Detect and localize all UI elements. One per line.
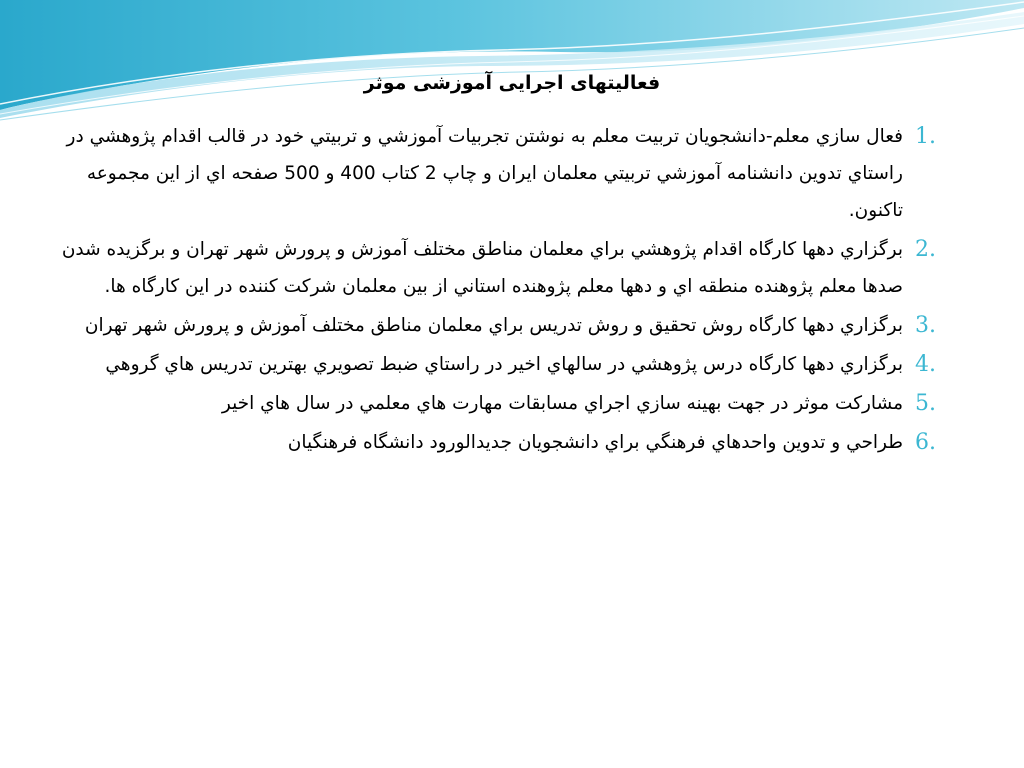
list-item-number: 5. — [915, 391, 936, 416]
activity-list — [60, 118, 965, 463]
list-item-number: 6. — [915, 430, 936, 455]
list-item-text: برگزاري دهها كارگاه اقدام پژوهشي براي معلمان مناطق مختلف آموزش و پرورش شهر تهران و برگزيده شدن صدها معلم پژوهنده منطقه اي و دهها معلم پژوهنده استاني از بين معلمان شركت كننده در اين كارگاه ها. — [61, 239, 903, 297]
list-item-number: 4. — [915, 352, 936, 377]
list-item — [60, 346, 965, 383]
list-item-text: مشاركت موثر در جهت بهينه سازي اجراي مسابقات مهارت هاي معلمي در سال هاي اخير — [221, 393, 903, 414]
list-item — [60, 307, 965, 344]
list-item-text: برگزاري دهها كارگاه درس پژوهشي در سالهاي اخير در راستاي ضبط تصويري بهترين تدريس هاي گروهي — [105, 354, 903, 375]
list-item — [60, 424, 965, 461]
list-item — [60, 385, 965, 422]
list-item-number: 2. — [915, 237, 936, 262]
list-item — [60, 231, 965, 305]
list-item-number: 3. — [915, 313, 936, 338]
list-item-number: 1. — [915, 124, 936, 149]
header-wave-decoration — [0, 0, 1024, 130]
list-item-text: طراحي و تدوين واحدهاي فرهنگي براي دانشجويان جديدالورود دانشگاه فرهنگيان — [287, 432, 903, 453]
list-item-text: فعال سازي معلم-دانشجويان تربيت معلم به نوشتن تجربيات آموزشي و تربيتي خود در قالب اقدام پژوهشي در راستاي تدوين دانشنامه آموزشي تربيتي معلمان ايران و چاپ 2 كتاب 400 و 500 صفحه اي از اين مجموعه تاكنون. — [66, 126, 903, 221]
slide-title: فعالیتهای اجرایی آموزشی موثر — [363, 72, 661, 94]
list-item-text: برگزاري دهها كارگاه روش تحقيق و روش تدريس براي معلمان مناطق مختلف آموزش و پرورش شهر تهران — [84, 315, 903, 336]
list-item — [60, 118, 965, 229]
